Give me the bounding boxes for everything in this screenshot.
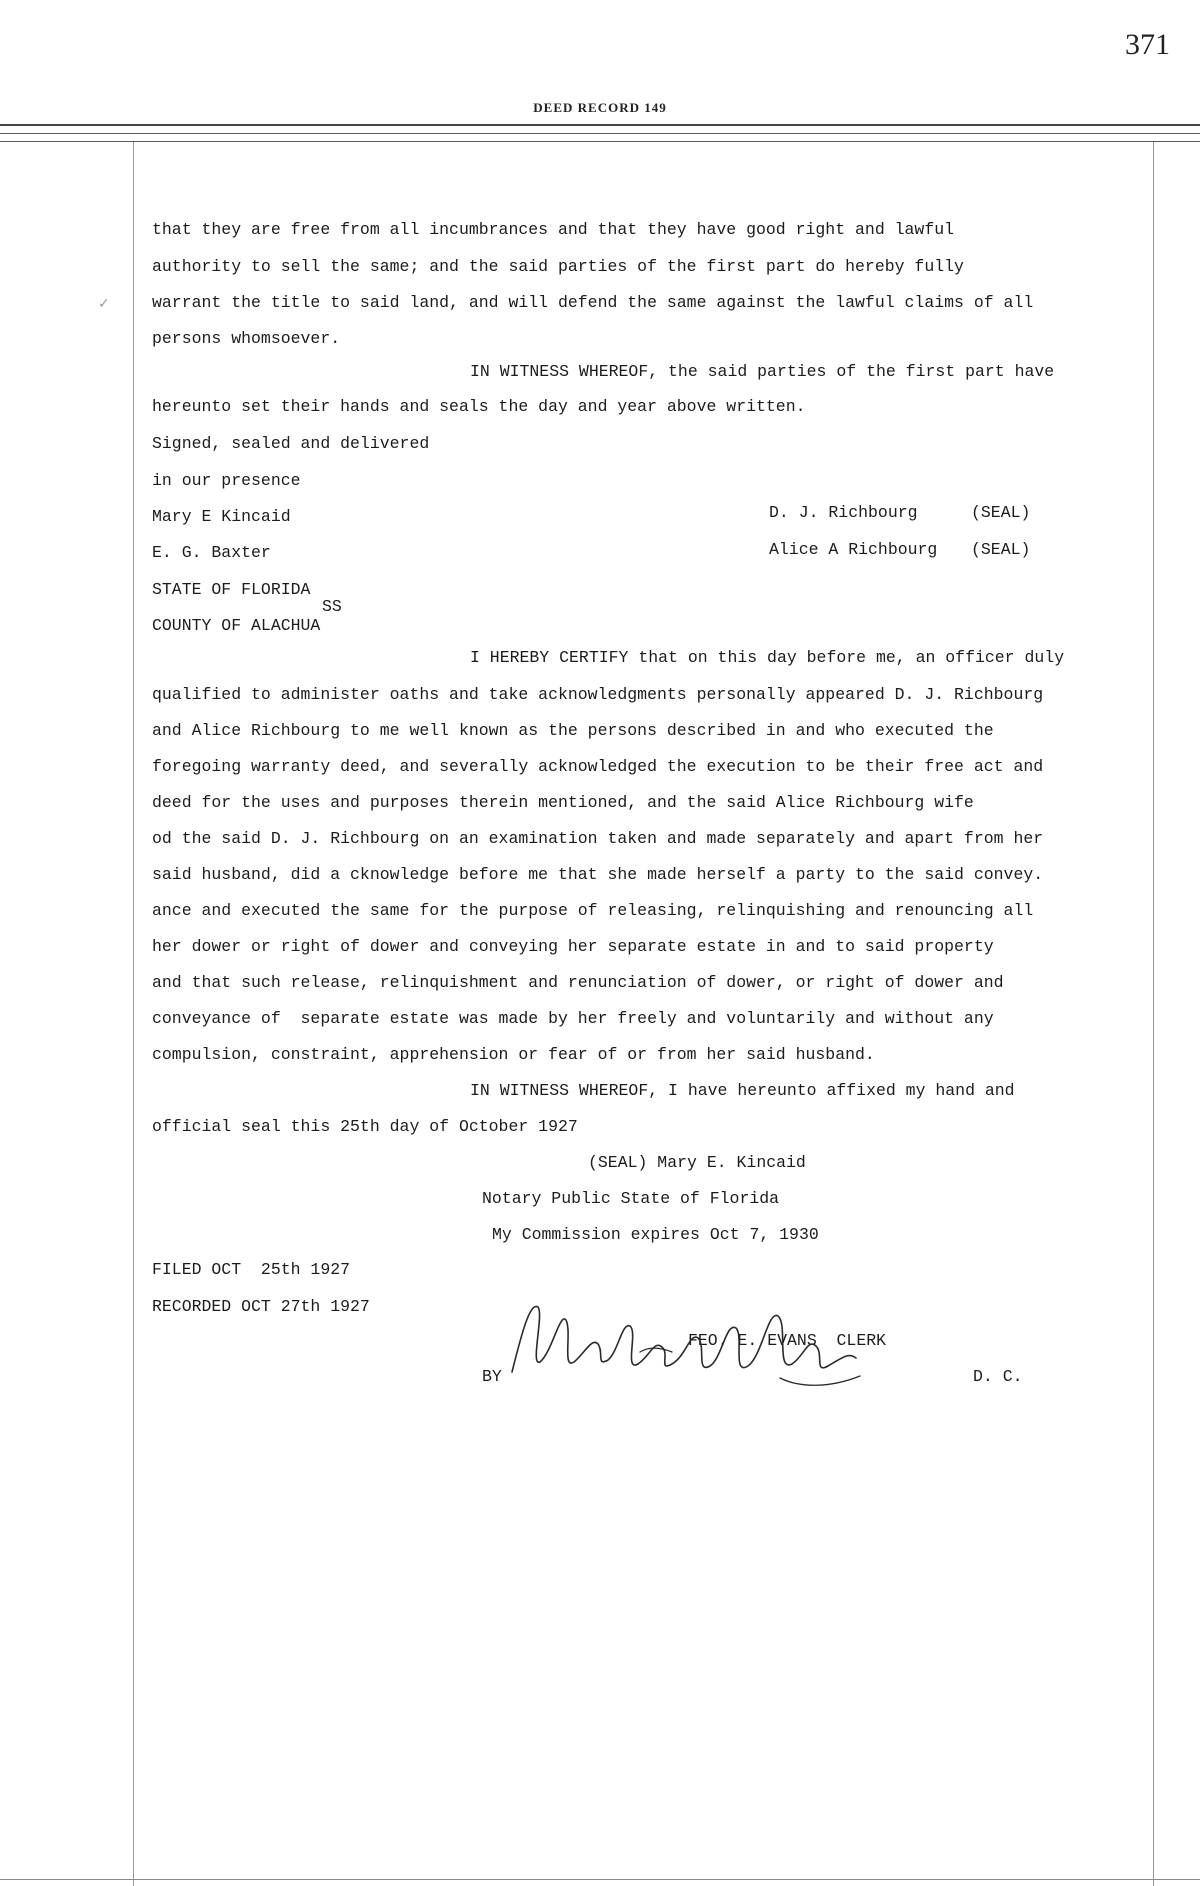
certificate-line: od the said D. J. Richbourg on an examination taken and made separately and apart from her <box>152 829 1044 848</box>
deed-text-line: persons whomsoever. <box>152 329 341 348</box>
grantor-name: D. J. Richbourg <box>769 503 918 522</box>
signed-sealed-line: Signed, sealed and delivered <box>152 434 430 453</box>
header-rule-top <box>0 124 1200 126</box>
right-margin-rule <box>1153 142 1154 1886</box>
certificate-line: ance and executed the same for the purpose of releasing, relinquishing and renouncing all <box>152 901 1034 920</box>
notary-seal-name: (SEAL) Mary E. Kincaid <box>588 1153 806 1172</box>
venue-state: STATE OF FLORIDA <box>152 580 311 599</box>
deed-text-line: that they are free from all incumbrances and that they have good right and lawful <box>152 220 955 239</box>
certificate-line: compulsion, constraint, apprehension or fear of or from her said husband. <box>152 1045 875 1064</box>
certificate-line: and that such release, relinquishment and renunciation of dower, or right of dower and <box>152 973 1004 992</box>
header-rule-middle <box>0 133 1200 134</box>
certificate-line: qualified to administer oaths and take acknowledgments personally appeared D. J. Richbourg <box>152 685 1044 704</box>
by-label: BY <box>482 1367 502 1386</box>
witness-clause-line: hereunto set their hands and seals the day and year above written. <box>152 397 806 416</box>
page-number: 371 <box>1125 28 1170 61</box>
notary-commission: My Commission expires Oct 7, 1930 <box>492 1225 819 1244</box>
margin-check-mark: ✓ <box>98 296 110 312</box>
deed-text-line: warrant the title to said land, and will defend the same against the lawful claims of all <box>152 293 1034 312</box>
grantor-name: Alice A Richbourg <box>769 540 938 559</box>
deputy-clerk-label: D. C. <box>973 1367 1023 1386</box>
deed-text-line: authority to sell the same; and the said parties of the first part do hereby fully <box>152 257 964 276</box>
certificate-line: I HEREBY CERTIFY that on this day before me, an officer duly <box>470 648 1065 667</box>
clerk-name: FEO. E. EVANS CLERK <box>688 1331 887 1350</box>
deputy-clerk-signature <box>500 1292 900 1402</box>
witness-name: E. G. Baxter <box>152 543 271 562</box>
filed-date: FILED OCT 25th 1927 <box>152 1260 351 1279</box>
record-book-title: DEED RECORD 149 <box>533 100 667 115</box>
page-bottom-rule <box>0 1879 1200 1880</box>
certificate-line: foregoing warranty deed, and severally acknowledged the execution to be their free act and <box>152 757 1044 776</box>
grantor-seal: (SEAL) <box>971 540 1031 559</box>
witness-clause-line: IN WITNESS WHEREOF, I have hereunto affixed my hand and <box>470 1081 1015 1100</box>
header-rule-bottom <box>0 141 1200 142</box>
certificate-line: and Alice Richbourg to me well known as the persons described in and who executed the <box>152 721 994 740</box>
recorded-date: RECORDED OCT 27th 1927 <box>152 1297 370 1316</box>
left-margin-rule <box>133 142 134 1886</box>
certificate-line: conveyance of separate estate was made by her freely and voluntarily and without any <box>152 1009 994 1028</box>
notary-title: Notary Public State of Florida <box>482 1189 780 1208</box>
venue-county: COUNTY OF ALACHUA <box>152 616 321 635</box>
witness-name: Mary E Kincaid <box>152 507 291 526</box>
grantor-seal: (SEAL) <box>971 503 1031 522</box>
witness-clause-line: official seal this 25th day of October 1927 <box>152 1117 578 1136</box>
witness-clause-line: IN WITNESS WHEREOF, the said parties of the first part have <box>470 362 1055 381</box>
venue-ss: SS <box>322 597 342 616</box>
certificate-line: deed for the uses and purposes therein mentioned, and the said Alice Richbourg wife <box>152 793 974 812</box>
certificate-line: said husband, did a cknowledge before me that she made herself a party to the said convey. <box>152 865 1044 884</box>
in-presence-line: in our presence <box>152 471 301 490</box>
certificate-line: her dower or right of dower and conveying her separate estate in and to said property <box>152 937 994 956</box>
